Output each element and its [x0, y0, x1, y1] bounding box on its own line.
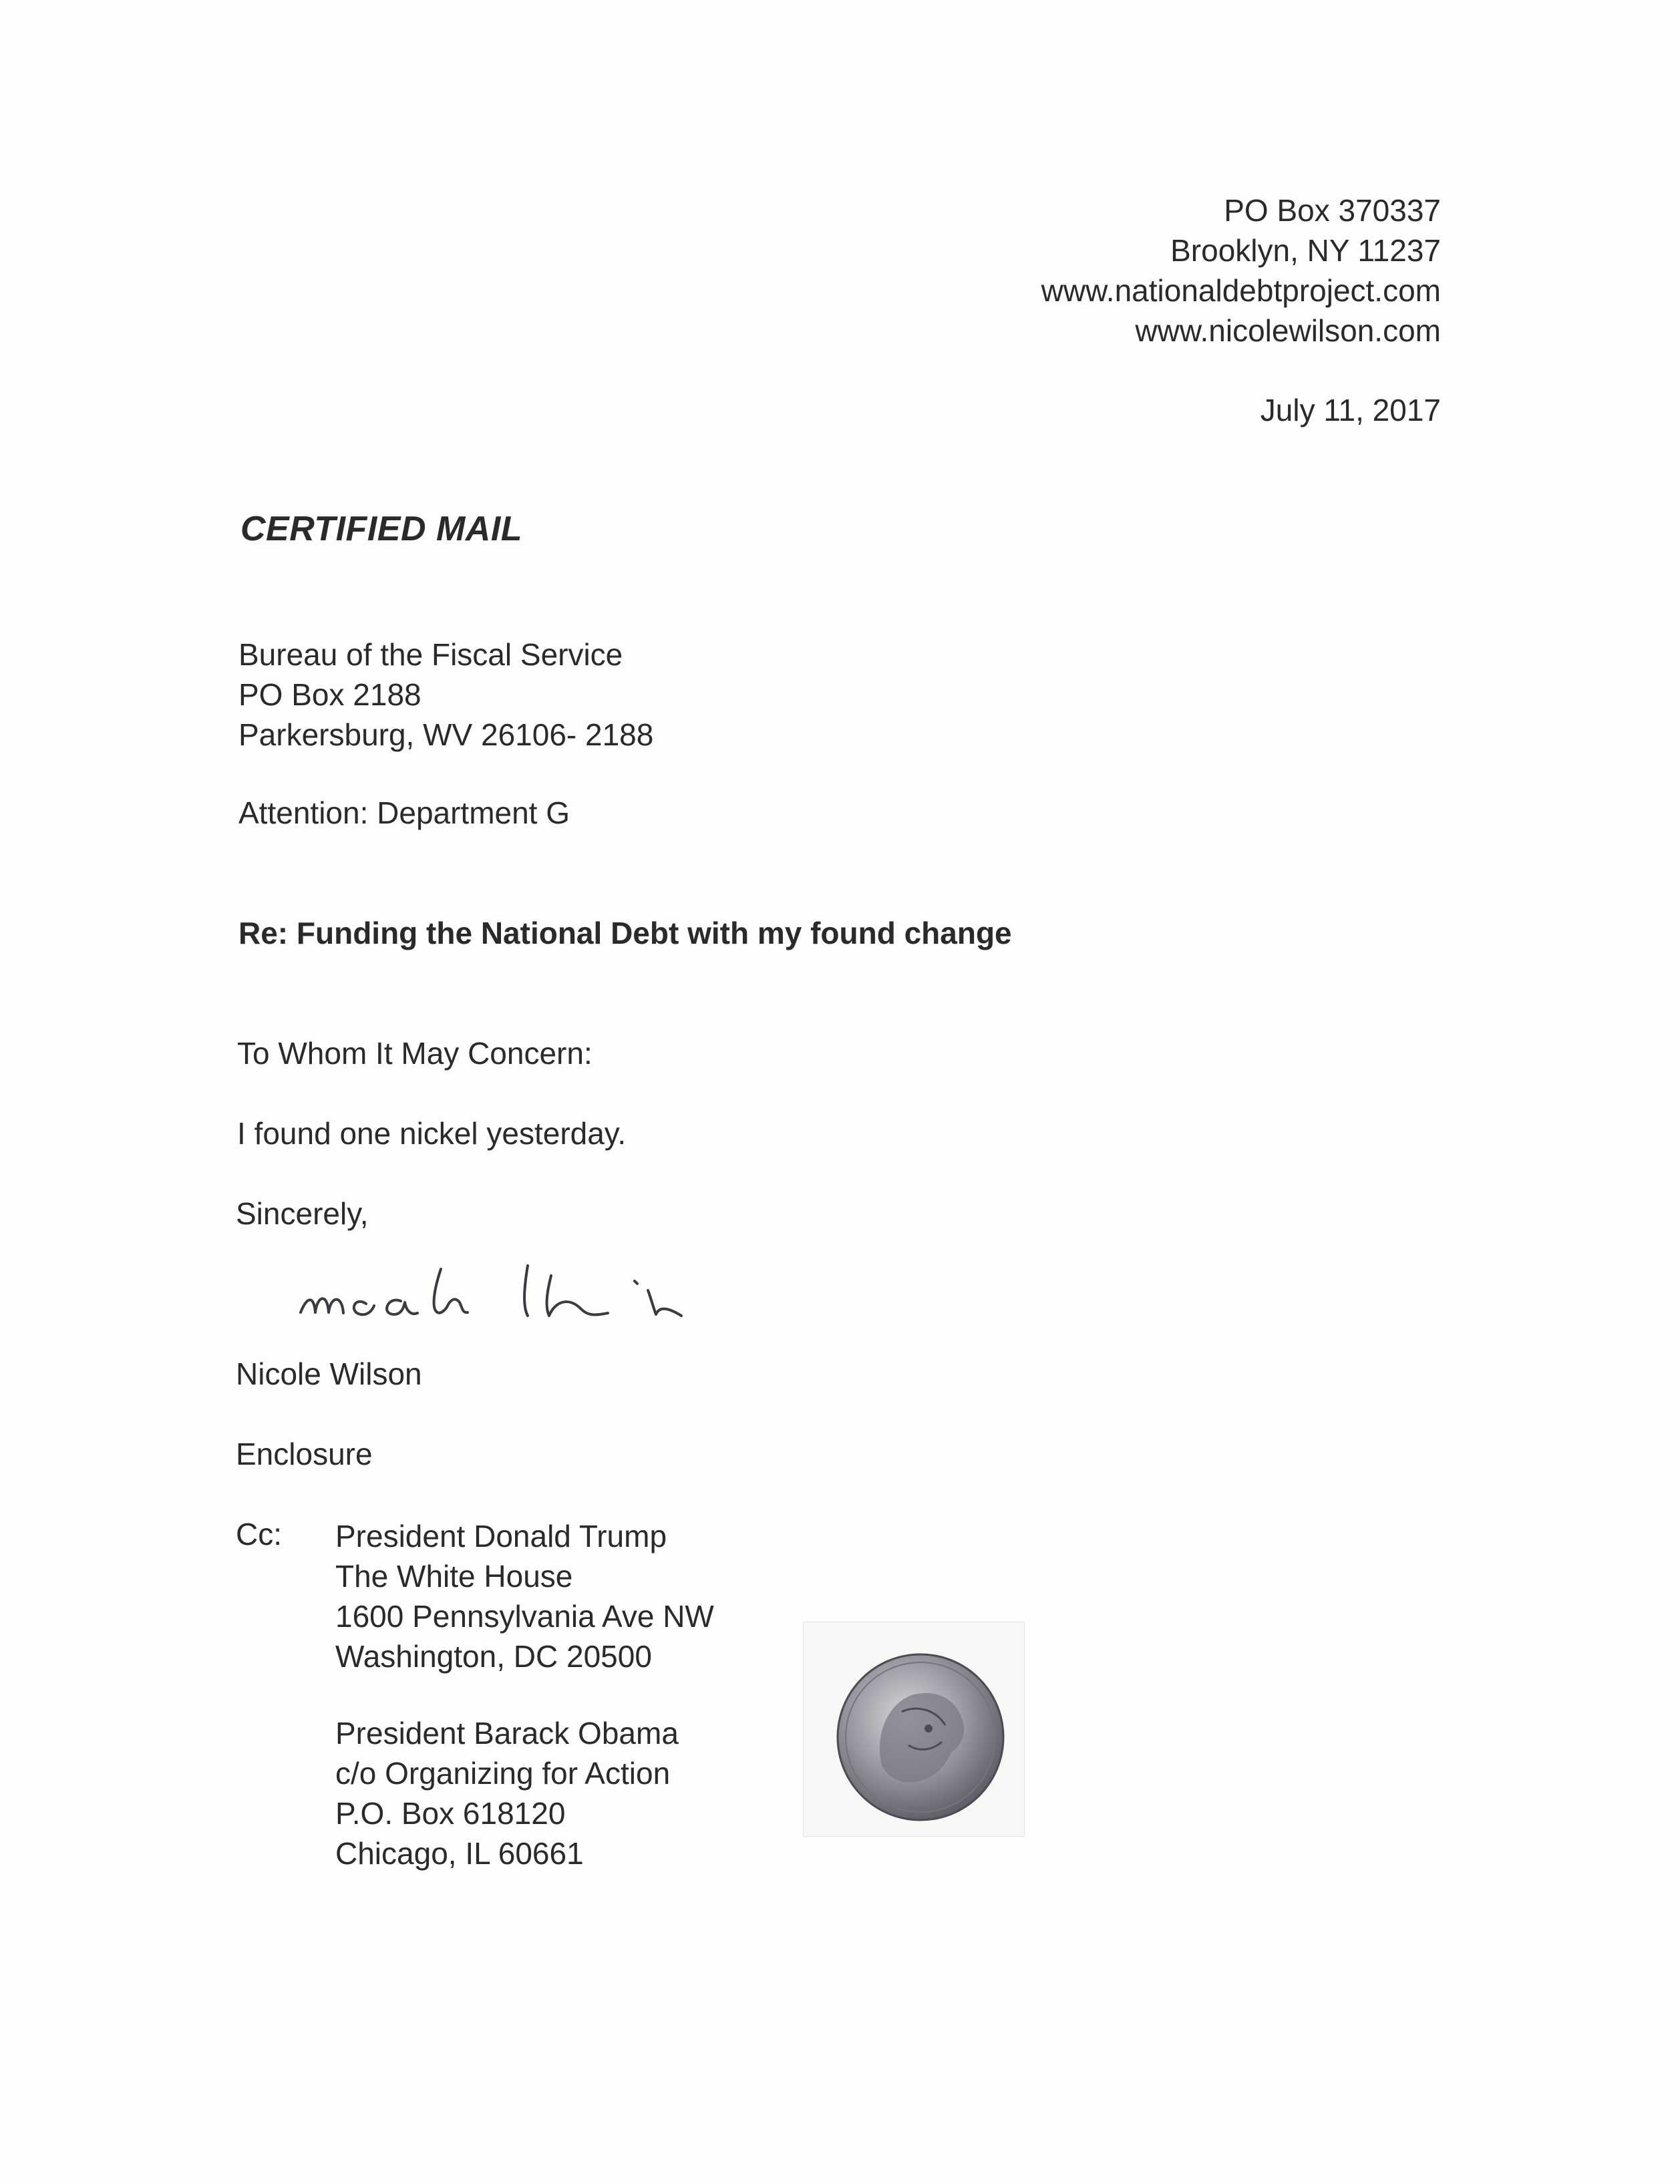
sender-website-2: www.nicolewilson.com: [1135, 313, 1441, 348]
recipient-address-line1: PO Box 2188: [238, 677, 422, 712]
sender-address-line1: PO Box 370337: [1224, 193, 1441, 228]
sender-address: [639, 190, 1441, 351]
cc-recipient-line: Washington, DC 20500: [335, 1639, 652, 1674]
recipient-address-line2: Parkersburg, WV 26106- 2188: [238, 717, 654, 752]
cc-recipient-line: P.O. Box 618120: [335, 1796, 566, 1831]
subject-line: Re: Funding the National Debt with my found change: [238, 916, 1012, 950]
letter-body: I found one nickel yesterday.: [237, 1116, 627, 1151]
letter-date: July 11, 2017: [1260, 393, 1441, 427]
cc-recipient: [335, 1713, 679, 1873]
cc-recipient: [335, 1516, 714, 1676]
recipient-address: [238, 634, 653, 755]
cc-label: Cc:: [236, 1517, 282, 1552]
cc-recipient-line: c/o Organizing for Action: [335, 1756, 671, 1791]
sender-address-line2: Brooklyn, NY 11237: [1170, 233, 1441, 268]
cc-recipient-line: President Barack Obama: [335, 1716, 679, 1751]
certified-mail-heading: CERTIFIED MAIL: [240, 510, 523, 548]
sender-website-1: www.nationaldebtproject.com: [1041, 273, 1441, 308]
closing: Sincerely,: [236, 1196, 369, 1231]
signer-name: Nicole Wilson: [236, 1356, 422, 1391]
recipient-name: Bureau of the Fiscal Service: [238, 637, 623, 672]
nickel-coin-icon: [835, 1652, 1006, 1823]
salutation: To Whom It May Concern:: [237, 1036, 593, 1071]
handwritten-signature: [287, 1249, 741, 1342]
cc-recipient-line: President Donald Trump: [335, 1519, 667, 1554]
enclosure-note: Enclosure: [236, 1437, 373, 1471]
cc-recipient-line: Chicago, IL 60661: [335, 1836, 584, 1871]
cc-recipient-line: 1600 Pennsylvania Ave NW: [335, 1599, 714, 1634]
cc-recipient-line: The White House: [335, 1559, 573, 1594]
attention-line: Attention: Department G: [238, 795, 570, 830]
